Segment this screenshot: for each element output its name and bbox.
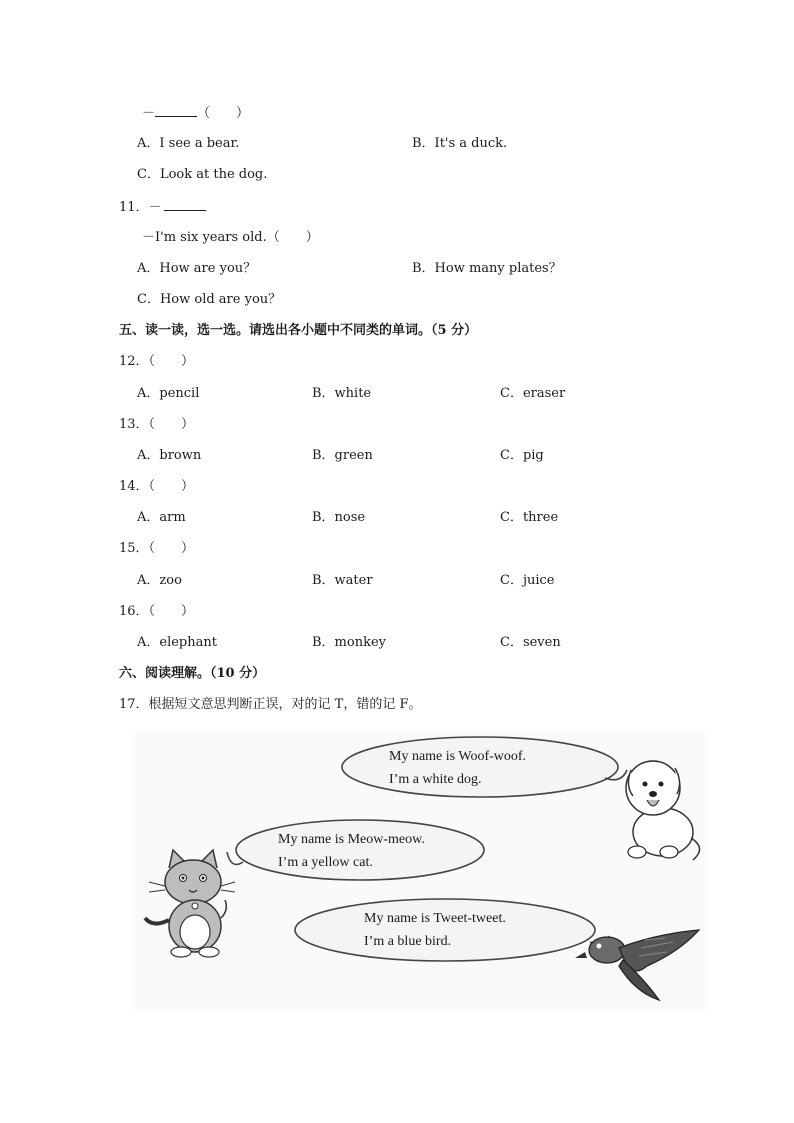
bird-bubble-text	[364, 907, 506, 953]
q15-option-a: A．zoo	[137, 573, 182, 588]
q14-number: 14．（ ）	[119, 479, 195, 494]
q11-option-a: A．How are you？	[137, 261, 257, 276]
q11-prompt	[119, 198, 206, 216]
q17-instruction: 17．根据短文意思判断正误，对的记 T，错的记 F。	[119, 697, 422, 712]
q16-number: 16．（ ）	[119, 604, 195, 619]
q11-number: 11．－	[119, 200, 162, 215]
q16-option-c: C．seven	[500, 635, 561, 650]
dog-line-1: My name is Woof-woof.	[389, 749, 527, 764]
q10-option-a: A．I see a bear.	[137, 136, 240, 151]
q10-option-b: B．It's a duck.	[412, 136, 508, 151]
q12-option-b: B．white	[312, 386, 372, 401]
q10-blank	[155, 104, 197, 117]
reading-picture	[135, 730, 705, 1010]
q12-option-c: C．eraser	[500, 386, 566, 401]
cat-line-2: I’m a yellow cat.	[278, 855, 373, 870]
section5-title: 五、读一读，选一选。请选出各小题中不同类的单词。（5 分）	[119, 323, 478, 338]
bird-line-1: My name is Tweet-tweet.	[364, 911, 506, 926]
q15-option-b: B．water	[312, 573, 373, 588]
dog-line-2: I’m a white dog.	[389, 772, 482, 787]
q10-paren: （ ）	[197, 106, 250, 121]
section6-title: 六、阅读理解。（10 分）	[119, 666, 266, 681]
q13-number: 13．（ ）	[119, 417, 195, 432]
q13-option-a: A．brown	[137, 448, 202, 463]
q11-option-c: C．How old are you？	[137, 292, 282, 307]
q15-option-c: C．juice	[500, 573, 555, 588]
q11-blank	[164, 198, 206, 211]
q10-dash: －	[142, 106, 156, 121]
q14-option-c: C．three	[500, 510, 559, 525]
q13-option-b: B．green	[312, 448, 373, 463]
cat-bubble-text	[278, 828, 425, 874]
q16-option-b: B．monkey	[312, 635, 386, 650]
q14-option-b: B．nose	[312, 510, 366, 525]
q10-prompt	[142, 104, 249, 122]
cat-line-1: My name is Meow-meow.	[278, 832, 425, 847]
q12-number: 12．（ ）	[119, 354, 195, 369]
q14-option-a: A．arm	[137, 510, 186, 525]
q15-number: 15．（ ）	[119, 541, 195, 556]
q16-option-a: A．elephant	[137, 635, 217, 650]
q13-option-c: C．pig	[500, 448, 544, 463]
q10-option-c: C．Look at the dog.	[137, 167, 268, 182]
q12-option-a: A．pencil	[137, 386, 200, 401]
dog-bubble-text	[389, 745, 526, 791]
bird-line-2: I’m a blue bird.	[364, 934, 452, 949]
q11-answer-line: －I'm six years old.（ ）	[142, 230, 319, 245]
q11-option-b: B．How many plates？	[412, 261, 562, 276]
